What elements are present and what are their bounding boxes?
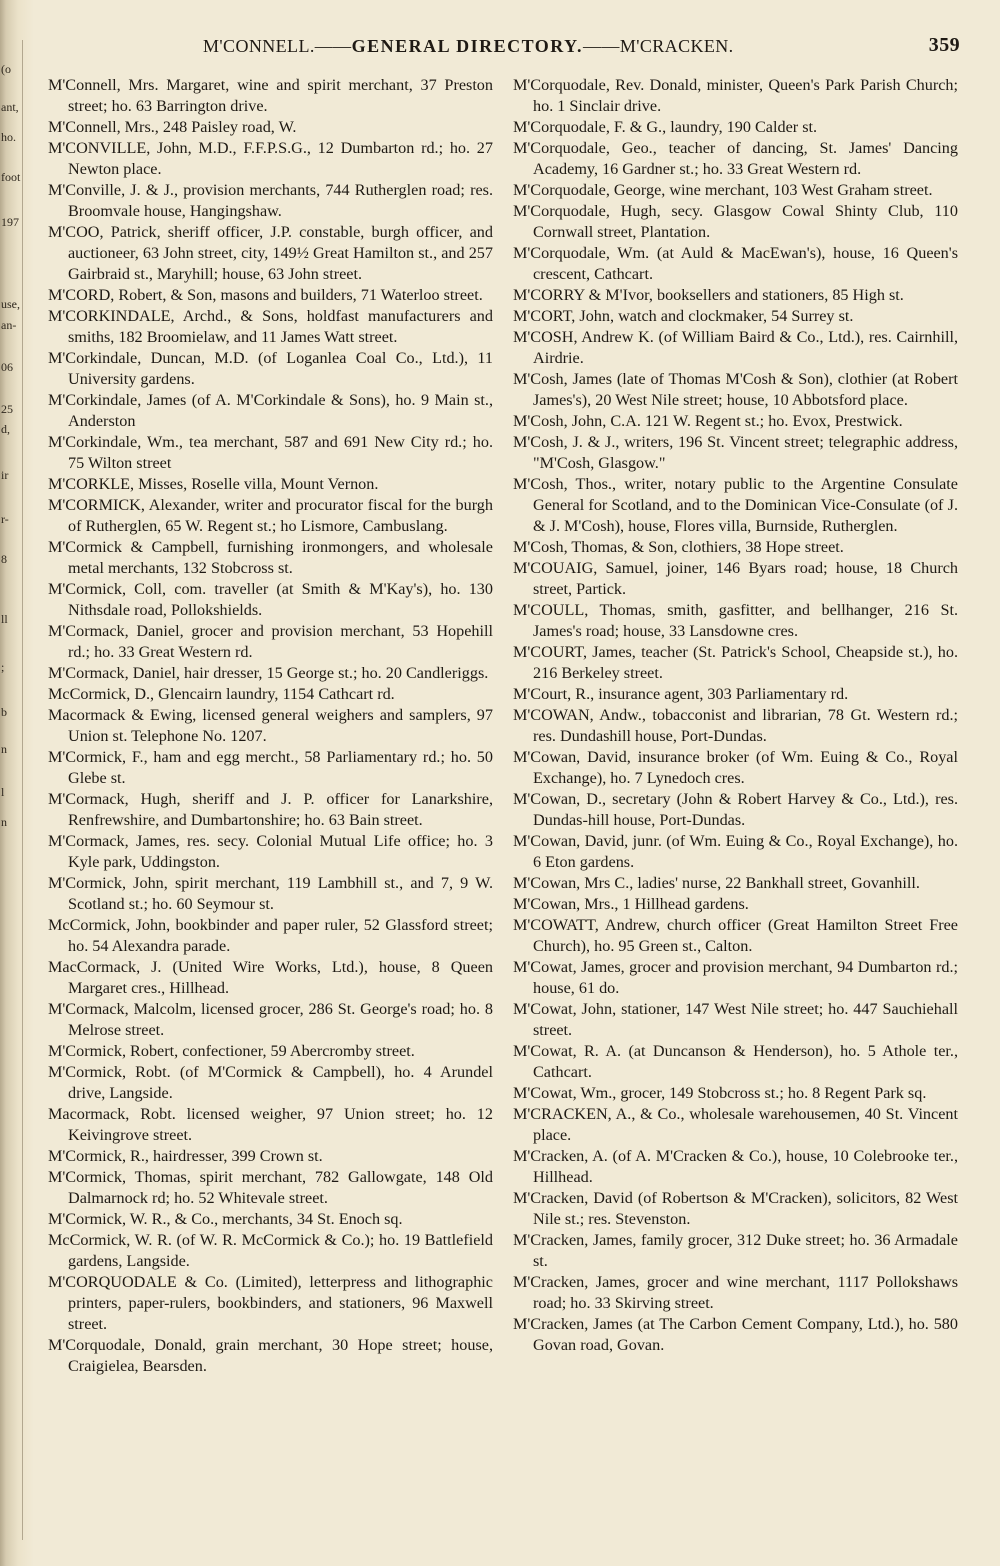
directory-entry: M'Cormack, Hugh, sheriff and J. P. officer for Lanarkshire, Renfrewshire, and Dumbartonshire; ho. 63 Bain street. [48,790,493,829]
directory-entry: M'COUAIG, Samuel, joiner, 146 Byars road; house, 18 Church street, Partick. [513,559,958,598]
directory-entry: McCormick, W. R. (of W. R. McCormick & Co.); ho. 19 Battlefield gardens, Langside. [48,1231,493,1270]
directory-entry: M'COSH, Andrew K. (of William Baird & Co., Ltd.), res. Cairnhill, Airdrie. [513,328,958,367]
margin-fragment: ho. [1,130,16,144]
directory-entry: M'Cowan, Mrs C., ladies' nurse, 22 Bankhall street, Govanhill. [513,874,920,892]
directory-entry: M'Cosh, John, C.A. 121 W. Regent st.; ho. Evox, Prestwick. [513,412,903,430]
directory-entry: M'Cowat, James, grocer and provision merchant, 94 Dumbarton rd.; house, 61 do. [513,958,958,997]
margin-fragment: (o [1,62,11,76]
right-column [513,75,958,1356]
directory-entry: M'Cowan, David, junr. (of Wm. Euing & Co., Royal Exchange), ho. 6 Eton gardens. [513,832,958,871]
directory-entry: M'Cosh, Thomas, & Son, clothiers, 38 Hope street. [513,538,844,556]
directory-entry: M'Cowan, D., secretary (John & Robert Harvey & Co., Ltd.), res. Dundas-hill house, Port-Dundas. [513,790,958,829]
directory-entry: M'COURT, James, teacher (St. Patrick's School, Cheapside st.), ho. 216 Berkeley street. [513,643,958,682]
page-edge [0,0,34,1566]
directory-entry: M'Corquodale, Hugh, secy. Glasgow Cowal Shinty Club, 110 Cornwall street, Plantation. [513,202,958,241]
directory-entry: M'Cracken, James (at The Carbon Cement Company, Ltd.), ho. 580 Govan road, Govan. [513,1315,958,1354]
directory-entry: M'Corkindale, James (of A. M'Corkindale & Sons), ho. 9 Main st., Anderston [48,391,493,430]
margin-fragment: 197 [1,215,19,229]
directory-entry: M'Cowan, Mrs., 1 Hillhead gardens. [513,895,749,913]
header-dash-1: —— [314,36,352,56]
margin-fragment: b [1,705,7,719]
directory-entry: M'Cowat, R. A. (at Duncanson & Henderson), ho. 5 Athole ter., Cathcart. [513,1042,958,1081]
directory-entry: M'Corquodale, George, wine merchant, 103 West Graham street. [513,181,933,199]
directory-entry: M'CONVILLE, John, M.D., F.F.P.S.G., 12 Dumbarton rd.; ho. 27 Newton place. [48,139,493,178]
directory-entry: M'Cormick, Robert, confectioner, 59 Abercromby street. [48,1042,415,1060]
directory-entry: M'Cracken, James, grocer and wine merchant, 1117 Pollokshaws road; ho. 33 Skirving street. [513,1273,958,1312]
header-dash-2: —— [583,36,620,56]
directory-entry: M'Cormack, Daniel, hair dresser, 15 George st.; ho. 20 Candleriggs. [48,664,489,682]
margin-fragment: use, [1,297,20,311]
header-right: M'CRACKEN. [619,36,734,56]
directory-entry: M'COWATT, Andrew, church officer (Great Hamilton Street Free Church), ho. 95 Green st., Calton. [513,916,958,955]
margin-fragment: an- [1,318,17,332]
directory-entry: Macormack, Robt. licensed weigher, 97 Union street; ho. 12 Keivingrove street. [48,1105,493,1144]
directory-entry: M'COULL, Thomas, smith, gasfitter, and bellhanger, 216 St. James's road; house, 33 Lansdowne cres. [513,601,958,640]
margin-fragment: 25 [1,402,13,416]
page-header [48,34,960,60]
directory-entry: M'Cormick, R., hairdresser, 399 Crown st. [48,1147,323,1165]
directory-entry: M'CORQUODALE & Co. (Limited), letterpress and lithographic printers, paper-rulers, bookbinders, and stationers, 96 Maxwell street. [48,1273,493,1333]
directory-entry: MacCormack, J. (United Wire Works, Ltd.), house, 8 Queen Margaret cres., Hillhead. [48,958,493,997]
directory-entry: M'Conville, J. & J., provision merchants, 744 Rutherglen road; res. Broomvale house, Hangingshaw. [48,181,493,220]
directory-entry: McCormick, John, bookbinder and paper ruler, 52 Glassford street; ho. 54 Alexandra parade. [48,916,493,955]
page-number: 359 [928,34,960,56]
margin-fragment: ir [1,468,9,482]
margin-fragment: 06 [1,360,13,374]
directory-entry: M'Cracken, A. (of A. M'Cracken & Co.), house, 10 Colebrooke ter., Hillhead. [513,1147,958,1186]
directory-entry: Macormack & Ewing, licensed general weighers and samplers, 97 Union st. Telephone No. 1207. [48,706,493,745]
left-column [48,75,493,1377]
directory-entry: M'Cowan, David, insurance broker (of Wm. Euing & Co., Royal Exchange), ho. 7 Lynedoch cres. [513,748,958,787]
directory-entry: M'Cormick & Campbell, furnishing ironmongers, and wholesale metal merchants, 132 Stobcross st. [48,538,493,577]
directory-entry: M'Corkindale, Wm., tea merchant, 587 and 691 New City rd.; ho. 75 Wilton street [48,433,493,472]
directory-entry: M'Cormack, Malcolm, licensed grocer, 286 St. George's road; ho. 8 Melrose street. [48,1000,493,1039]
directory-entry: M'COWAN, Andw., tobacconist and librarian, 78 Gt. Western rd.; res. Dundashill house, Port-Dundas. [513,706,958,745]
directory-entry: M'Cormick, John, spirit merchant, 119 Lambhill st., and 7, 9 W. Scotland st.; ho. 60 Seymour st. [48,874,493,913]
directory-entry: M'Cracken, David (of Robertson & M'Cracken), solicitors, 82 West Nile st.; res. Stevenston. [513,1189,958,1228]
directory-entry: M'Court, R., insurance agent, 303 Parliamentary rd. [513,685,849,703]
directory-entry: M'CORKINDALE, Archd., & Sons, holdfast manufacturers and smiths, 182 Broomielaw, and 11 James Watt street. [48,307,493,346]
margin-fragment: l [1,785,5,799]
running-head [203,36,734,57]
directory-entry: M'Cowat, John, stationer, 147 West Nile street; ho. 447 Sauchiehall street. [513,1000,958,1039]
margin-fragment: r- [1,512,9,526]
directory-entry: M'Cormick, Robt. (of M'Cormick & Campbell), ho. 4 Arundel drive, Langside. [48,1063,493,1102]
margin-fragment: n [1,742,7,756]
directory-entry: M'Cosh, James (late of Thomas M'Cosh & Son), clothier (at Robert James's), 20 West Nile street; house, 10 Abbotsford place. [513,370,958,409]
directory-entry: M'Corquodale, Rev. Donald, minister, Queen's Park Parish Church; ho. 1 Sinclair drive. [513,76,958,115]
directory-entry: M'COO, Patrick, sheriff officer, J.P. constable, burgh officer, and auctioneer, 63 John street, city, 149½ Great Hamilton st., and 257 Gairbraid st., Maryhill; house, 63 John street. [48,223,493,283]
directory-entry: M'Cormack, Daniel, grocer and provision merchant, 53 Hopehill rd.; ho. 33 Great Western rd. [48,622,493,661]
directory-entry: M'CRACKEN, A., & Co., wholesale warehousemen, 40 St. Vincent place. [513,1105,958,1144]
margin-fragment: d, [1,422,10,436]
directory-entry: M'CORD, Robert, & Son, masons and builders, 71 Waterloo street. [48,286,483,304]
directory-entry: M'Corkindale, Duncan, M.D. (of Loganlea Coal Co., Ltd.), 11 University gardens. [48,349,493,388]
directory-entry: M'Cracken, James, family grocer, 312 Duke street; ho. 36 Armadale st. [513,1231,958,1270]
margin-fragment: ll [1,612,8,626]
directory-entry: M'Cosh, J. & J., writers, 196 St. Vincent street; telegraphic address, "M'Cosh, Glasgow." [513,433,958,472]
margin-fragment: 8 [1,552,7,566]
directory-entry: M'CORT, John, watch and clockmaker, 54 Surrey st. [513,307,854,325]
header-center: GENERAL DIRECTORY. [351,36,583,56]
directory-entry: M'Corquodale, F. & G., laundry, 190 Calder st. [513,118,818,136]
margin-fragment: foot [1,170,21,184]
directory-entry: M'Cormick, W. R., & Co., merchants, 34 St. Enoch sq. [48,1210,403,1228]
directory-entry: M'Cowat, Wm., grocer, 149 Stobcross st.; ho. 8 Regent Park sq. [513,1084,927,1102]
margin-fragment: ; [1,660,5,674]
directory-entry: M'Cormick, Coll, com. traveller (at Smith & M'Kay's), ho. 130 Nithsdale road, Pollokshields. [48,580,493,619]
directory-entry: M'Cormick, Thomas, spirit merchant, 782 Gallowgate, 148 Old Dalmarnock rd; ho. 52 Whitevale street. [48,1168,493,1207]
directory-entry: M'Cormick, F., ham and egg mercht., 58 Parliamentary rd.; ho. 50 Glebe st. [48,748,493,787]
directory-entry: M'Connell, Mrs., 248 Paisley road, W. [48,118,297,136]
directory-entry: M'CORMICK, Alexander, writer and procurator fiscal for the burgh of Rutherglen, 65 W. Regent st.; ho Lismore, Cambuslang. [48,496,493,535]
directory-entry: M'CORKLE, Misses, Roselle villa, Mount Vernon. [48,475,379,493]
directory-entry: M'Corquodale, Geo., teacher of dancing, St. James' Dancing Academy, 16 Gardner st.; ho. 33 Great Western rd. [513,139,958,178]
directory-entry: M'CORRY & M'Ivor, booksellers and stationers, 85 High st. [513,286,904,304]
directory-entry: M'Corquodale, Wm. (at Auld & MacEwan's), house, 16 Queen's crescent, Cathcart. [513,244,958,283]
directory-entry: M'Connell, Mrs. Margaret, wine and spirit merchant, 37 Preston street; ho. 63 Barrington drive. [48,76,493,115]
directory-entry: M'Cosh, Thos., writer, notary public to the Argentine Consulate General for Scotland, and to the Dominican Vice-Consulate (of J. & J. M'Cosh), house, Flores villa, Burnside, Rutherglen. [513,475,958,535]
margin-fragment: ant, [1,100,19,114]
directory-entry: M'Corquodale, Donald, grain merchant, 30 Hope street; house, Craigielea, Bearsden. [48,1336,493,1375]
directory-entry: McCormick, D., Glencairn laundry, 1154 Cathcart rd. [48,685,395,703]
header-left: M'CONNELL. [203,36,315,56]
directory-entry: M'Cormack, James, res. secy. Colonial Mutual Life office; ho. 3 Kyle park, Uddingston. [48,832,493,871]
margin-fragment: n [1,815,7,829]
